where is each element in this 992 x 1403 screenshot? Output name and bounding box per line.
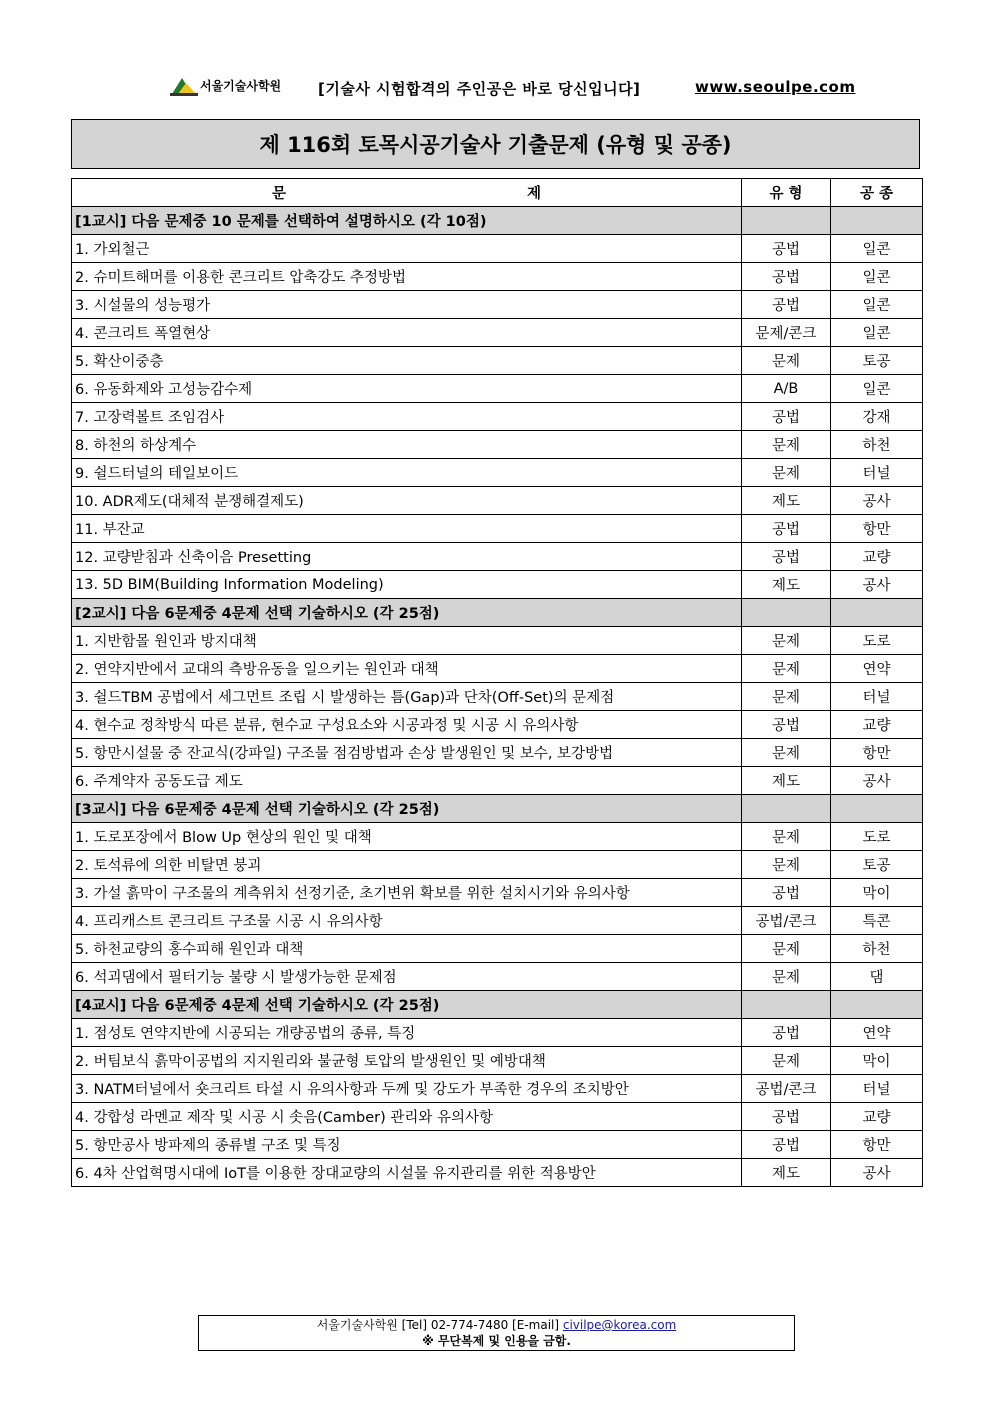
question-cell: 5. 하천교량의 홍수피해 원인과 대책: [72, 935, 742, 963]
academy-logo: [170, 74, 281, 96]
type-cell: 공법: [742, 515, 831, 543]
type-cell: 제도: [742, 571, 831, 599]
section-heading-row: [72, 207, 923, 235]
field-cell: 도로: [831, 627, 923, 655]
field-cell: 일콘: [831, 291, 923, 319]
footer-contact-text: 서울기술사학원 [Tel] 02-774-7480 [E-mail]: [316, 1318, 563, 1332]
field-cell: 교량: [831, 1103, 923, 1131]
table-row: [72, 627, 923, 655]
type-cell: 공법: [742, 1103, 831, 1131]
header-question: [72, 179, 742, 207]
question-cell: 1. 점성토 연약지반에 시공되는 개량공법의 종류, 특징: [72, 1019, 742, 1047]
table-row: [72, 907, 923, 935]
question-table: [71, 178, 923, 1187]
table-row: [72, 683, 923, 711]
section-type-cell: [742, 207, 831, 235]
type-cell: A/B: [742, 375, 831, 403]
field-cell: 강재: [831, 403, 923, 431]
field-cell: 공사: [831, 1159, 923, 1187]
type-cell: 공법/콘크: [742, 907, 831, 935]
question-cell: 10. ADR제도(대체적 분쟁해결제도): [72, 487, 742, 515]
table-row: [72, 767, 923, 795]
question-cell: 6. 주계약자 공동도급 제도: [72, 767, 742, 795]
page-header: [170, 70, 856, 106]
footer-contact: [199, 1317, 794, 1333]
question-cell: 4. 프리캐스트 콘크리트 구조물 시공 시 유의사항: [72, 907, 742, 935]
field-cell: 토공: [831, 347, 923, 375]
field-cell: 공사: [831, 487, 923, 515]
type-cell: 제도: [742, 767, 831, 795]
section-heading-row: [72, 991, 923, 1019]
question-cell: 2. 슈미트해머를 이용한 콘크리트 압축강도 추정방법: [72, 263, 742, 291]
table-row: [72, 879, 923, 907]
section-type-cell: [742, 795, 831, 823]
table-row: [72, 319, 923, 347]
field-cell: 연약: [831, 1019, 923, 1047]
field-cell: 도로: [831, 823, 923, 851]
section-type-cell: [742, 991, 831, 1019]
field-cell: 교량: [831, 711, 923, 739]
question-cell: 2. 연약지반에서 교대의 측방유동을 일으키는 원인과 대책: [72, 655, 742, 683]
section-field-cell: [831, 207, 923, 235]
table-row: [72, 1131, 923, 1159]
field-cell: 터널: [831, 459, 923, 487]
page-footer: [198, 1315, 795, 1351]
section-type-cell: [742, 599, 831, 627]
type-cell: 문제: [742, 655, 831, 683]
type-cell: 문제: [742, 823, 831, 851]
field-cell: 일콘: [831, 263, 923, 291]
table-row: [72, 375, 923, 403]
question-cell: 5. 확산이중층: [72, 347, 742, 375]
header-question-right: 제: [526, 186, 541, 202]
question-cell: 8. 하천의 하상계수: [72, 431, 742, 459]
table-row: [72, 571, 923, 599]
question-cell: 7. 고장력볼트 조임검사: [72, 403, 742, 431]
field-cell: 하천: [831, 431, 923, 459]
table-row: [72, 459, 923, 487]
question-cell: 5. 항만시설물 중 잔교식(강파일) 구조물 점검방법과 손상 발생원인 및 보수, 보강방법: [72, 739, 742, 767]
type-cell: 제도: [742, 1159, 831, 1187]
question-cell: 6. 4차 산업혁명시대에 IoT를 이용한 장대교량의 시설물 유지관리를 위한 적용방안: [72, 1159, 742, 1187]
question-cell: 3. 쉴드TBM 공법에서 세그먼트 조립 시 발생하는 틈(Gap)과 단차(Off-Set)의 문제점: [72, 683, 742, 711]
header-slogan: [기술사 시험합격의 주인공은 바로 당신입니다]: [318, 80, 641, 98]
logo-mark-icon: [170, 74, 198, 96]
table-row: [72, 711, 923, 739]
question-cell: 6. 유동화제와 고성능감수제: [72, 375, 742, 403]
question-cell: 3. 가설 흙막이 구조물의 계측위치 선정기준, 초기변위 확보를 위한 설치시기와 유의사항: [72, 879, 742, 907]
question-cell: 4. 콘크리트 폭열현상: [72, 319, 742, 347]
type-cell: 공법/콘크: [742, 1075, 831, 1103]
table-row: [72, 1075, 923, 1103]
field-cell: 항만: [831, 1131, 923, 1159]
field-cell: 공사: [831, 767, 923, 795]
page-title: 제 116회 토목시공기술사 기출문제 (유형 및 공종): [71, 119, 920, 169]
table-row: [72, 1159, 923, 1187]
table-row: [72, 263, 923, 291]
table-row: [72, 935, 923, 963]
header-field: 공 종: [831, 179, 923, 207]
section-heading-row: [72, 795, 923, 823]
footer-notice: ※ 무단복제 및 인용을 금함.: [422, 1334, 571, 1348]
field-cell: 막이: [831, 1047, 923, 1075]
field-cell: 터널: [831, 1075, 923, 1103]
question-cell: 4. 현수교 정착방식 따른 분류, 현수교 구성요소와 시공과정 및 시공 시 유의사항: [72, 711, 742, 739]
question-cell: 4. 강합성 라멘교 제작 및 시공 시 솟음(Camber) 관리와 유의사항: [72, 1103, 742, 1131]
section-field-cell: [831, 991, 923, 1019]
question-cell: 3. 시설물의 성능평가: [72, 291, 742, 319]
section-heading: [1교시] 다음 문제중 10 문제를 선택하여 설명하시오 (각 10점): [72, 207, 742, 235]
type-cell: 문제/콘크: [742, 319, 831, 347]
table-row: [72, 515, 923, 543]
question-cell: 12. 교량받침과 신축이음 Presetting: [72, 543, 742, 571]
type-cell: 공법: [742, 403, 831, 431]
type-cell: 공법: [742, 235, 831, 263]
header-type: 유 형: [742, 179, 831, 207]
section-heading: [2교시] 다음 6문제중 4문제 선택 기술하시오 (각 25점): [72, 599, 742, 627]
question-cell: 1. 지반함몰 원인과 방지대책: [72, 627, 742, 655]
type-cell: 공법: [742, 711, 831, 739]
question-cell: 2. 토석류에 의한 비탈면 붕괴: [72, 851, 742, 879]
question-cell: 2. 버팀보식 흙막이공법의 지지원리와 불균형 토압의 발생원인 및 예방대책: [72, 1047, 742, 1075]
question-cell: 6. 석괴댐에서 필터기능 불량 시 발생가능한 문제점: [72, 963, 742, 991]
website-link[interactable]: www.seoulpe.com: [695, 78, 856, 96]
table-row: [72, 823, 923, 851]
field-cell: 항만: [831, 515, 923, 543]
question-cell: 11. 부잔교: [72, 515, 742, 543]
field-cell: 일콘: [831, 375, 923, 403]
field-cell: 일콘: [831, 319, 923, 347]
field-cell: 댐: [831, 963, 923, 991]
table-row: [72, 1019, 923, 1047]
footer-email-link[interactable]: civilpe@korea.com: [562, 1318, 677, 1332]
question-cell: 1. 도로포장에서 Blow Up 현상의 원인 및 대책: [72, 823, 742, 851]
question-cell: 3. NATM터널에서 숏크리트 타설 시 유의사항과 두께 및 강도가 부족한 경우의 조치방안: [72, 1075, 742, 1103]
type-cell: 공법: [742, 291, 831, 319]
table-row: [72, 235, 923, 263]
table-row: [72, 1047, 923, 1075]
field-cell: 항만: [831, 739, 923, 767]
section-heading: [4교시] 다음 6문제중 4문제 선택 기술하시오 (각 25점): [72, 991, 742, 1019]
type-cell: 문제: [742, 627, 831, 655]
type-cell: 문제: [742, 459, 831, 487]
table-row: [72, 291, 923, 319]
field-cell: 연약: [831, 655, 923, 683]
type-cell: 공법: [742, 543, 831, 571]
field-cell: 하천: [831, 935, 923, 963]
table-row: [72, 963, 923, 991]
section-field-cell: [831, 599, 923, 627]
table-row: [72, 487, 923, 515]
field-cell: 교량: [831, 543, 923, 571]
section-field-cell: [831, 795, 923, 823]
table-row: [72, 403, 923, 431]
type-cell: 문제: [742, 431, 831, 459]
table-row: [72, 851, 923, 879]
table-row: [72, 431, 923, 459]
type-cell: 문제: [742, 851, 831, 879]
question-cell: 9. 쉴드터널의 테일보이드: [72, 459, 742, 487]
field-cell: 토공: [831, 851, 923, 879]
table-row: [72, 543, 923, 571]
question-cell: 13. 5D BIM(Building Information Modeling): [72, 571, 742, 599]
table-row: [72, 1103, 923, 1131]
type-cell: 문제: [742, 347, 831, 375]
field-cell: 막이: [831, 879, 923, 907]
question-cell: 1. 가외철근: [72, 235, 742, 263]
type-cell: 문제: [742, 739, 831, 767]
logo-text: 서울기술사학원: [200, 78, 282, 93]
type-cell: 문제: [742, 935, 831, 963]
type-cell: 제도: [742, 487, 831, 515]
question-cell: 5. 항만공사 방파제의 종류별 구조 및 특징: [72, 1131, 742, 1159]
field-cell: 터널: [831, 683, 923, 711]
table-row: [72, 347, 923, 375]
table-header-row: [72, 179, 923, 207]
type-cell: 공법: [742, 879, 831, 907]
type-cell: 공법: [742, 1131, 831, 1159]
type-cell: 공법: [742, 263, 831, 291]
type-cell: 문제: [742, 1047, 831, 1075]
type-cell: 공법: [742, 1019, 831, 1047]
field-cell: 특콘: [831, 907, 923, 935]
table-row: [72, 739, 923, 767]
header-question-left: 문: [272, 186, 287, 202]
section-heading: [3교시] 다음 6문제중 4문제 선택 기술하시오 (각 25점): [72, 795, 742, 823]
field-cell: 일콘: [831, 235, 923, 263]
type-cell: 문제: [742, 683, 831, 711]
type-cell: 문제: [742, 963, 831, 991]
section-heading-row: [72, 599, 923, 627]
table-row: [72, 655, 923, 683]
field-cell: 공사: [831, 571, 923, 599]
